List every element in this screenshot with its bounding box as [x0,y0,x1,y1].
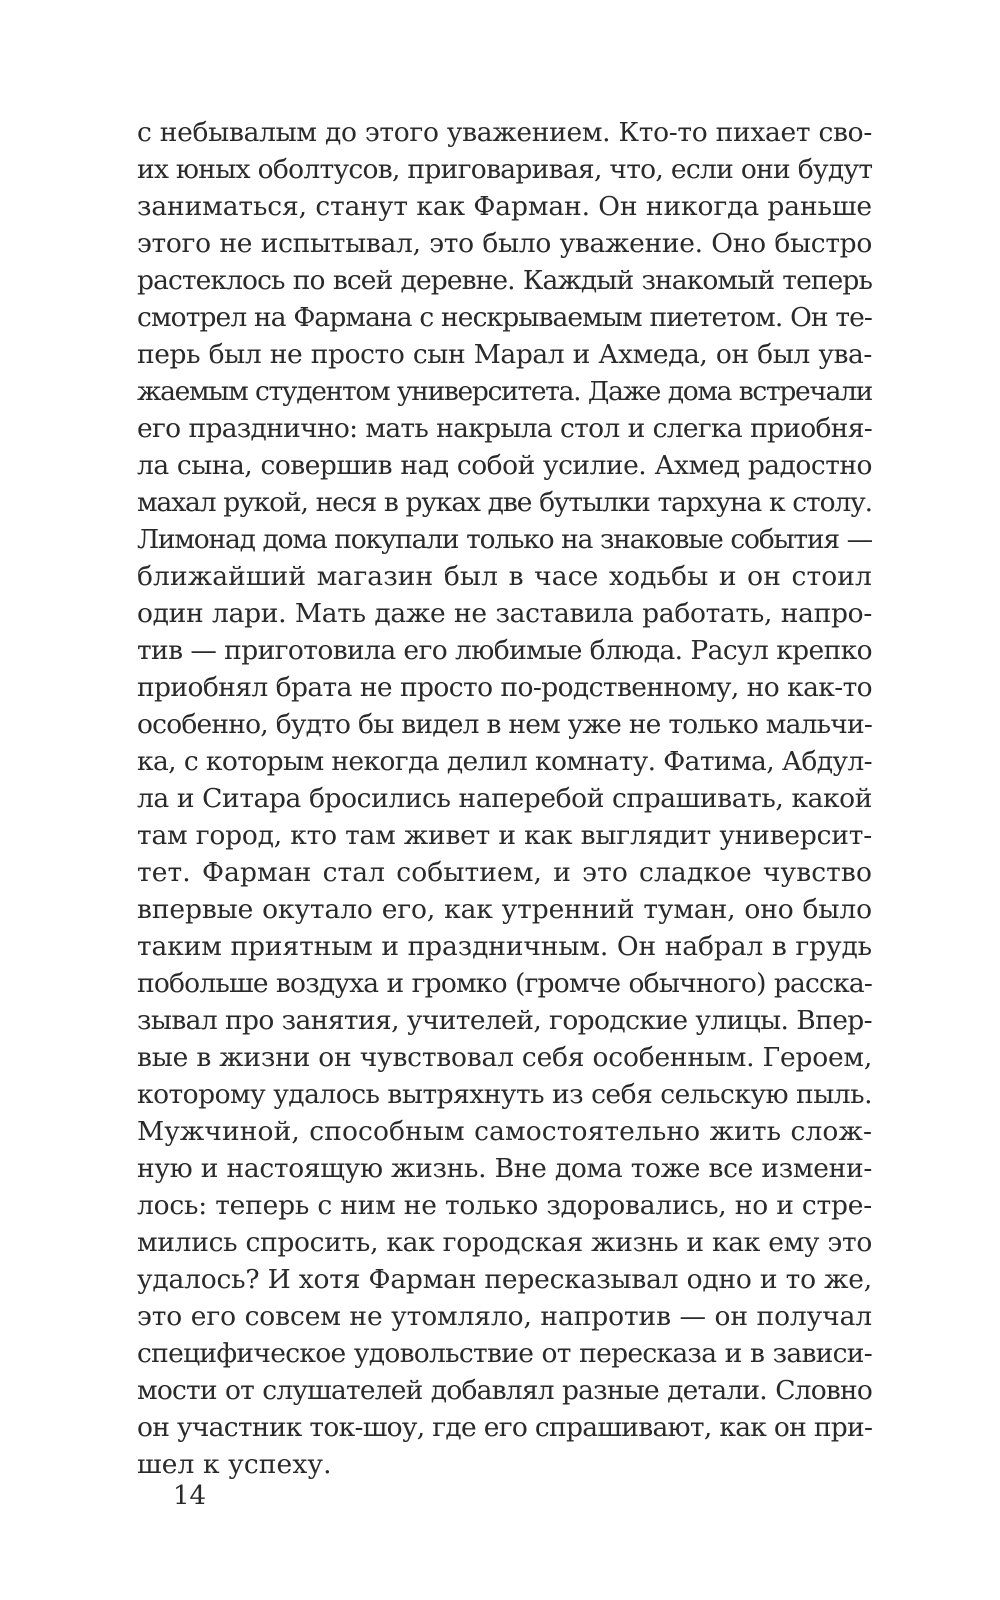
text-line: растеклось по всей деревне. Каждый знакомый теперь [137,265,872,296]
text-line: жаемым студентом университета. Даже дома встречали [137,376,872,407]
text-line: этого не испытывал, это было уважение. Оно быстро [137,228,872,259]
text-line: специфическое удовольствие от пересказа и в зависи- [137,1338,872,1369]
text-line: махал рукой, неся в руках две бутылки тархуна к столу. [137,487,872,518]
text-line: ка, с которым некогда делил комнату. Фатима, Абдул- [137,746,872,777]
text-line: тет. Фарман стал событием, и это сладкое чувство [137,857,872,888]
text-line: с небывалым до этого уважением. Кто-то пихает сво- [137,117,872,148]
text-line: ла сына, совершив над собой усилие. Ахмед радостно [137,450,872,481]
text-line: его празднично: мать накрыла стол и слегка приобня- [137,413,872,444]
text-line: это его совсем не утомляло, напротив — он получал [137,1301,872,1332]
text-line: один лари. Мать даже не заставила работать, напро- [137,598,872,629]
text-line: вые в жизни он чувствовал себя особенным. Героем, [137,1042,873,1073]
text-line: впервые окутало его, как утренний туман, оно было [137,894,872,925]
text-line: там город, кто там живет и как выглядит университ- [137,820,872,851]
text-line: побольше воздуха и громко (громче обычного) расска- [137,968,872,999]
text-line: удалось? И хотя Фарман пересказывал одно и то же, [137,1264,872,1295]
text-line: мости от слушателей добавлял разные детали. Словно [137,1375,872,1406]
text-line: особенно, будто бы видел в нем уже не только мальчи- [137,709,872,740]
page-number: 14 [173,1481,207,1511]
text-line: зывал про занятия, учителей, городские улицы. Впер- [137,1005,872,1036]
text-line: Лимонад дома покупали только на знаковые события — [137,524,872,555]
text-line: ла и Ситара бросились наперебой спрашивать, какой [137,783,872,814]
text-line: смотрел на Фармана с нескрываемым пиететом. Он те- [137,302,872,333]
text-line: перь был не просто сын Марал и Ахмеда, он был ува- [137,339,872,370]
text-line: таким приятным и праздничным. Он набрал в грудь [137,931,872,962]
text-line: тив — приготовила его любимые блюда. Расул крепко [137,635,872,666]
text-line: лось: теперь с ним не только здоровались, но и стре- [137,1190,872,1221]
text-line: ближайший магазин был в часе ходьбы и он стоил [137,561,872,592]
text-line: которому удалось вытряхнуть из себя сельскую пыль. [137,1079,872,1110]
text-line: шел к успеху. [137,1449,332,1480]
text-line: их юных оболтусов, приговаривая, что, если они будут [137,154,873,185]
text-line: ную и настоящую жизнь. Вне дома тоже все измени- [137,1153,872,1184]
text-line: Мужчиной, способным самостоятельно жить слож- [137,1116,872,1147]
text-line: мились спросить, как городская жизнь и как ему это [137,1227,872,1258]
text-line: он участник ток-шоу, где его спрашивают, как он при- [137,1412,873,1443]
text-line: приобнял брата не просто по-родственному, но как-то [137,672,872,703]
text-line: заниматься, станут как Фарман. Он никогда раньше [137,191,872,222]
body-text [137,114,872,1483]
